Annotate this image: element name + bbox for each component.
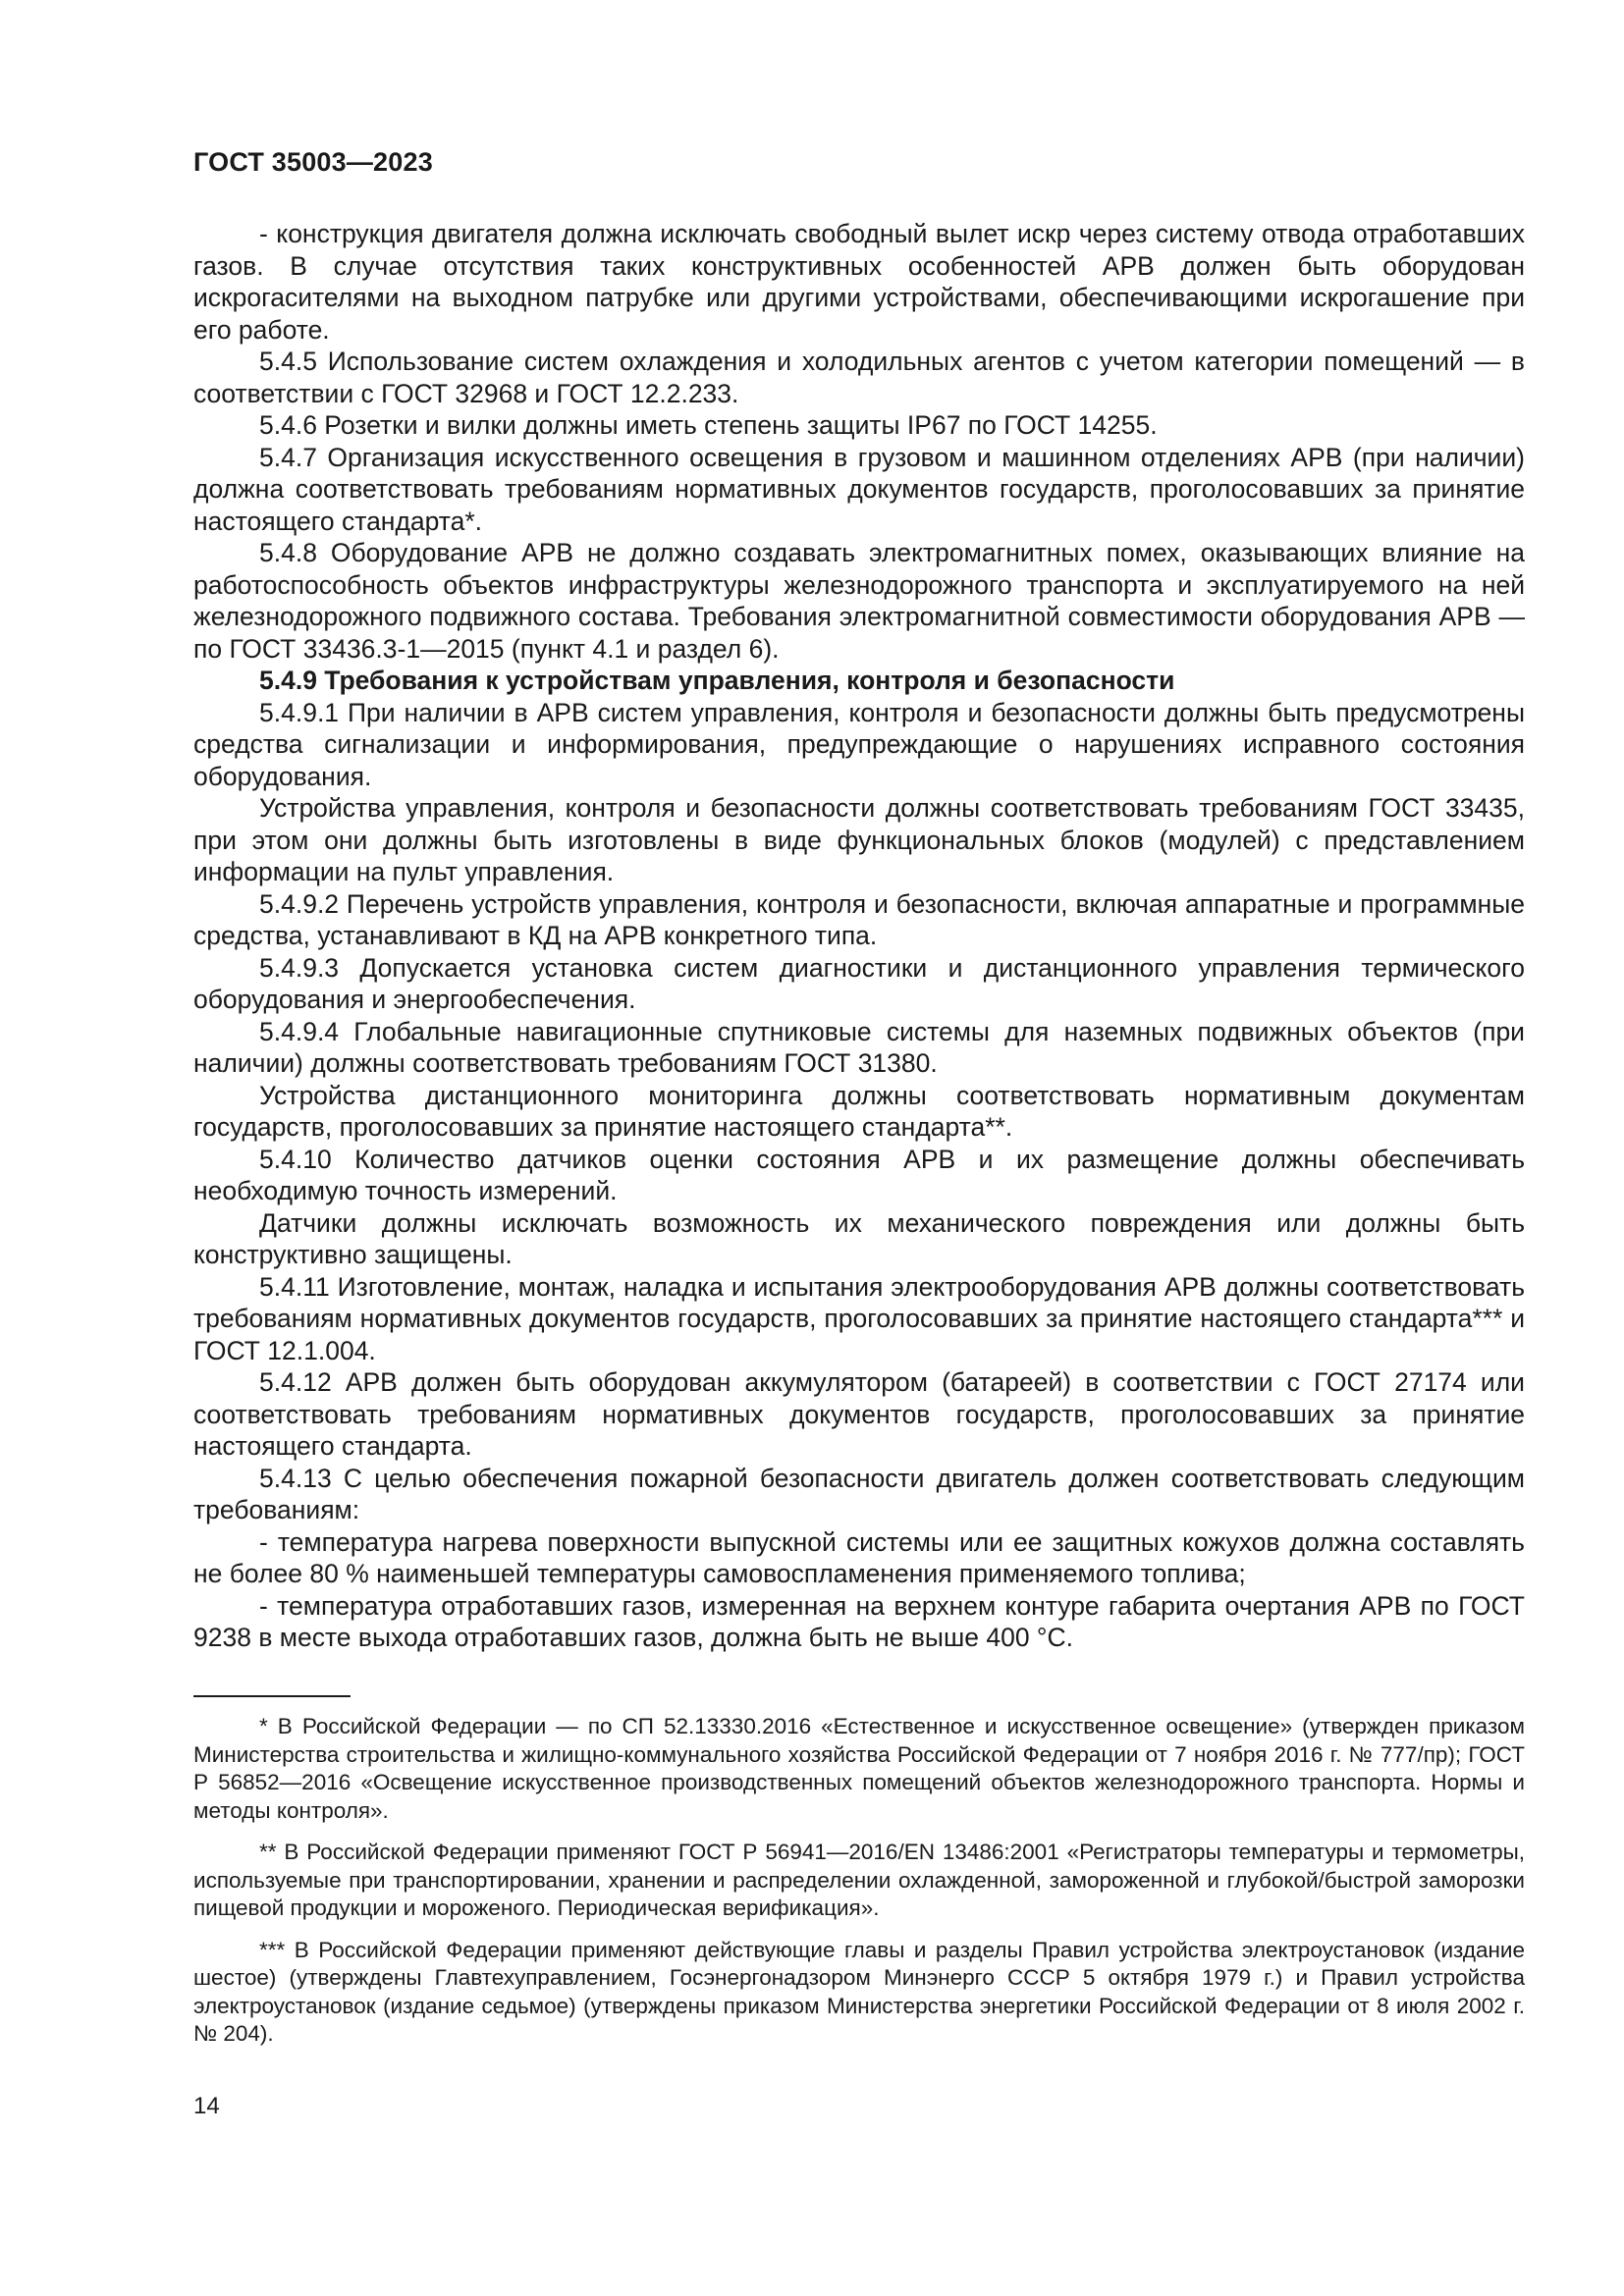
paragraph-5-4-13: 5.4.13 С целью обеспечения пожарной безопасности двигатель должен соответствовать следующим требованиям: bbox=[193, 1463, 1525, 1524]
footnote-3: *** В Российской Федерации применяют действующие главы и разделы Правил устройства электроустановок (издание шестое) (утверждены Главтехуправлением, Госэнергонадзором Минэнерго СССР 5 октября 1979 г.) и Правил устройства электроустановок (издание седьмое) (утверждены приказом Министерства энергетики Российской Федерации от 8 июля 2002 г. № 204). bbox=[193, 1937, 1525, 2046]
paragraph-5-4-9-4: 5.4.9.4 Глобальные навигационные спутниковые системы для наземных подвижных объектов (при наличии) должны соответствовать требованиям ГОСТ 31380. bbox=[193, 1016, 1525, 1078]
footnotes bbox=[193, 1713, 1525, 2062]
page-number: 14 bbox=[193, 2093, 220, 2119]
document-header: ГОСТ 35003—2023 bbox=[193, 147, 433, 177]
paragraph-control-devices: Устройства управления, контроля и безопасности должны соответствовать требованиям ГОСТ 33435, при этом они должны быть изготовлены в виде функциональных блоков (модулей) с представлением информации на пульт управления. bbox=[193, 793, 1525, 886]
paragraph-5-4-10: 5.4.10 Количество датчиков оценки состояния АРВ и их размещение должны обеспечивать необходимую точность измерений. bbox=[193, 1144, 1525, 1205]
section-heading-5-4-9: 5.4.9 Требования к устройствам управления, контроля и безопасности bbox=[259, 666, 1175, 695]
paragraph-5-4-12: 5.4.12 АРВ должен быть оборудован аккумулятором (батареей) в соответствии с ГОСТ 27174 или соответствовать требованиям нормативных документов государств, проголосовавших за принятие настоящего стандарта. bbox=[193, 1367, 1525, 1461]
body-text bbox=[193, 218, 1525, 1654]
paragraph-5-4-5: 5.4.5 Использование систем охлаждения и холодильных агентов с учетом категории помещений — в соответствии с ГОСТ 32968 и ГОСТ 12.2.233. bbox=[193, 347, 1525, 408]
footnote-separator bbox=[193, 1695, 351, 1697]
paragraph-5-4-6: 5.4.6 Розетки и вилки должны иметь степень защиты IP67 по ГОСТ 14255. bbox=[259, 410, 1158, 440]
paragraph-5-4-9-1: 5.4.9.1 При наличии в АРВ систем управления, контроля и безопасности должны быть предусмотрены средства сигнализации и информирования, предупреждающие о нарушениях исправного состояния оборудования. bbox=[193, 697, 1525, 791]
paragraph-spark-arrest: - конструкция двигателя должна исключать свободный вылет искр через систему отвода отработавших газов. В случае отсутствия таких конструктивных особенностей АРВ должен быть оборудован искрогасителями на выходном патрубке или другими устройствами, обеспечивающими искрогашение при его работе. bbox=[193, 219, 1525, 345]
paragraph-5-4-9-3: 5.4.9.3 Допускается установка систем диагностики и дистанционного управления термического оборудования и энергообеспечения. bbox=[193, 952, 1525, 1014]
paragraph-5-4-7: 5.4.7 Организация искусственного освещения в грузовом и машинном отделениях АРВ (при наличии) должна соответствовать требованиям нормативных документов государств, проголосовавших за принятие настоящего стандарта*. bbox=[193, 442, 1525, 536]
paragraph-5-4-11: 5.4.11 Изготовление, монтаж, наладка и испытания электрооборудования АРВ должны соответствовать требованиям нормативных документов государств, проголосовавших за принятие настоящего стандарта*** и ГОСТ 12.1.004. bbox=[193, 1271, 1525, 1365]
paragraph-5-4-9-2: 5.4.9.2 Перечень устройств управления, контроля и безопасности, включая аппаратные и программные средства, устанавливают в КД на АРВ конкретного типа. bbox=[193, 888, 1525, 950]
paragraph-sensors: Датчики должны исключать возможность их механического повреждения или должны быть конструктивно защищены. bbox=[193, 1207, 1525, 1269]
list-item-exhaust-temperature: - температура отработавших газов, измеренная на верхнем контуре габарита очертания АРВ по ГОСТ 9238 в месте выхода отработавших газов, должна быть не выше 400 °С. bbox=[193, 1590, 1525, 1652]
list-item-surface-temperature: - температура нагрева поверхности выпускной системы или ее защитных кожухов должна составлять не более 80 % наименьшей температуры самовоспламенения применяемого топлива; bbox=[193, 1526, 1525, 1588]
paragraph-5-4-8: 5.4.8 Оборудование АРВ не должно создавать электромагнитных помех, оказывающих влияние на работоспособность объектов инфраструктуры железнодорожного транспорта и эксплуатируемого на ней железнодорожного подвижного состава. Требования электромагнитной совместимости оборудования АРВ — по ГОСТ 33436.3-1—2015 (пункт 4.1 и раздел 6). bbox=[193, 538, 1525, 664]
footnote-1: * В Российской Федерации — по СП 52.13330.2016 «Естественное и искусственное освещение» (утвержден приказом Министерства строительства и жилищно-коммунального хозяйства Российской Федерации от 7 ноября 2016 г. № 777/пр); ГОСТ Р 56852—2016 «Освещение искусственное производственных помещений объектов железнодорожного транспорта. Нормы и методы контроля». bbox=[193, 1714, 1525, 1823]
paragraph-remote-monitoring: Устройства дистанционного мониторинга должны соответствовать нормативным документам государств, проголосовавших за принятие настоящего стандарта**. bbox=[193, 1080, 1525, 1142]
footnote-2: ** В Российской Федерации применяют ГОСТ Р 56941—2016/EN 13486:2001 «Регистраторы температуры и термометры, используемые при транспортировании, хранении и распределении охлажденной, замороженной и глубокой/быстрой заморозки пищевой продукции и мороженого. Периодическая верификация». bbox=[193, 1840, 1525, 1920]
